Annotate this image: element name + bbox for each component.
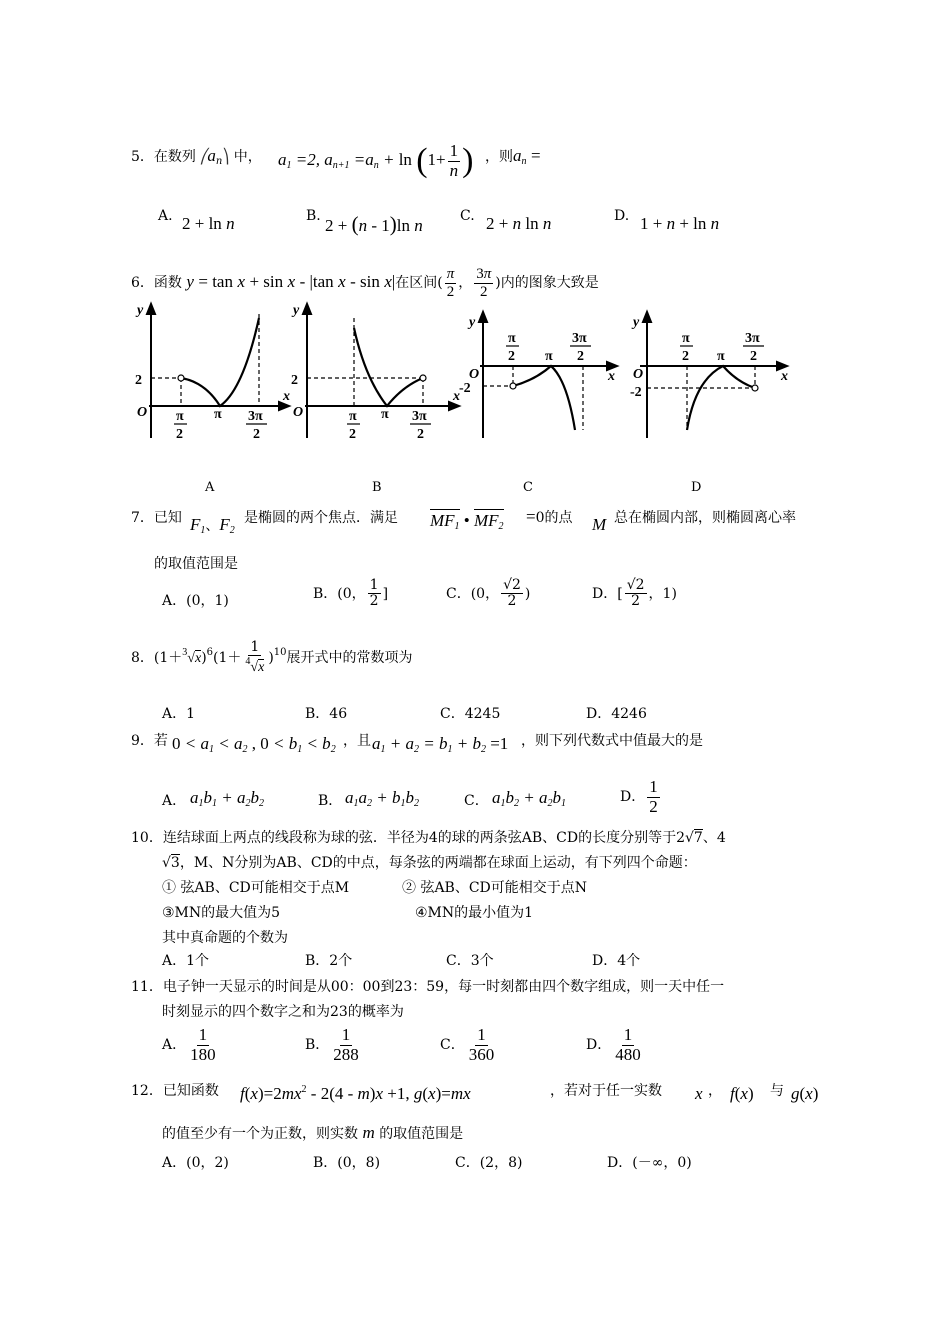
graph-d-origin: O — [633, 367, 644, 382]
graph-a-x-label: x — [283, 389, 290, 404]
q11-option-a-den: 180 — [190, 1044, 216, 1064]
graph-c-caption: C — [523, 480, 533, 495]
q12-fx: f(x) — [730, 1084, 754, 1103]
q11-option-c-den: 360 — [468, 1044, 495, 1064]
graph-b-caption: B — [372, 480, 382, 495]
q5-option-b — [306, 208, 321, 224]
q7-option-b-post: ] — [382, 585, 389, 602]
q7-number: 7． — [131, 510, 154, 526]
graph-d-caption: D — [691, 480, 702, 495]
q10-line1: 10．连结球面上两点的线段称为球的弦．半径为4的球的两条弦AB、CD的长度分别等于2√7、4 — [131, 830, 726, 846]
q7-point: M — [592, 515, 607, 534]
q9-option-b-label: B． — [318, 793, 343, 809]
q8-option-d-label: D． — [586, 706, 612, 722]
q9-option-c-label: C． — [464, 793, 489, 809]
graph-c — [479, 312, 617, 438]
q10-option-c-label: C． — [446, 953, 471, 969]
q10-option-a-text: 1个 — [186, 953, 210, 969]
q8-option-d-text: 4246 — [611, 706, 647, 722]
q12-stem-d: 与 — [770, 1083, 784, 1099]
q12-option-c-label: C． — [455, 1155, 480, 1171]
q10-option-a-label: A． — [162, 953, 187, 969]
q7-stem-b: 是椭圆的两个焦点．满足 — [244, 510, 398, 526]
q11-option-d — [586, 1026, 645, 1064]
q7-option-a-label: A． — [162, 593, 187, 609]
q5-option-b-label: B. — [306, 208, 321, 224]
q7-option-d-pre: [ — [617, 585, 623, 602]
q9-number: 9． — [131, 733, 154, 749]
q12-option-b — [313, 1152, 380, 1172]
q9-option-a-label: A． — [162, 793, 187, 809]
graph-a-pi-half-num: π — [176, 409, 184, 424]
q9-cond2: $a_1 + a_2 = b_1 + b_2 =1$ — [372, 734, 509, 755]
graph-d-pi-half-den: 2 — [682, 349, 689, 364]
graph-c-pi-half-num: π — [508, 331, 516, 346]
q5-stem-b: 中， — [233, 149, 262, 165]
q9-option-c-text: $a_1b_2 + a_2b_1$ — [492, 788, 566, 809]
graph-d-pi-half-num: π — [682, 331, 690, 346]
q12-option-b-text: (0，8) — [337, 1155, 381, 1171]
q12-option-d — [607, 1152, 692, 1172]
q9-stem — [131, 730, 168, 750]
graph-d-y-neg2: -2 — [630, 385, 642, 400]
q5-option-c — [460, 208, 475, 224]
q10-line2: √3，M、N分别为AB、CD的中点，每条弦的两端都在球面上运动，有下列四个命题： — [162, 855, 697, 871]
q12-var: x — [695, 1084, 703, 1103]
q11-line2: 时刻显示的四个数字之和为23的概率为 — [162, 1004, 404, 1020]
q12-option-a-label: A． — [162, 1155, 187, 1171]
q5-number: 5． — [131, 149, 154, 165]
q7-option-b-pre: (0， — [337, 585, 366, 602]
q5-option-b-text: 2 + (n - 1)ln n — [325, 212, 423, 236]
q10-prop4: ④MN的最小值为1 — [415, 905, 534, 921]
graph-c-pi: π — [545, 349, 553, 364]
q5-stem-a: 在数列 — [153, 149, 196, 165]
q5-option-d-text: 1 + n + ln n — [640, 214, 720, 233]
q10-prop1: ① 弦AB、CD可能相交于点M — [162, 880, 350, 896]
graph-a-y-two: 2 — [135, 373, 142, 388]
q11-option-b-label: B． — [305, 1037, 330, 1054]
q9-stem-c: ，则下列代数式中值最大的是 — [521, 733, 703, 749]
q7-option-b-den: 2 — [369, 593, 379, 610]
graph-a-three-pi-num: 3π — [248, 409, 263, 424]
q10-option-a — [162, 950, 209, 970]
q12-option-b-label: B． — [313, 1155, 338, 1171]
q11-number: 11． — [131, 979, 163, 995]
q7-option-b — [313, 578, 388, 610]
q10-number: 10． — [131, 830, 163, 846]
q9-option-d-den: 2 — [649, 796, 658, 816]
graph-c-three-pi-den: 2 — [577, 349, 584, 364]
q10-option-d-label: D． — [592, 953, 618, 969]
q7-option-c-post: ) — [524, 585, 531, 602]
q10-option-b-label: B． — [305, 953, 330, 969]
q5-stem-c: ，则 — [485, 149, 513, 165]
q7-line2: 的取值范围是 — [154, 556, 238, 572]
q8-option-b-label: B． — [305, 706, 330, 722]
q11-option-b-num: 1 — [341, 1025, 351, 1044]
q7-option-a — [162, 590, 229, 610]
q9-option-b-text: $a_1a_2 + b_1b_2$ — [345, 788, 419, 809]
q12-funcs: $f(x)=2mx^2 - 2(4 - m)x +1$, g(x)=mx — [240, 1084, 471, 1103]
q11-option-c — [440, 1026, 498, 1064]
q6-number: 6． — [131, 275, 154, 291]
q11-option-d-den: 480 — [615, 1044, 641, 1064]
q7-option-c-den: 2 — [507, 593, 517, 610]
q12-m: m — [362, 1123, 375, 1142]
q7-stem-c: =0的点 — [526, 507, 573, 526]
q10-prop3: ③MN的最大值为5 — [162, 905, 281, 921]
q8-number: 8． — [131, 649, 154, 666]
q8-option-a-text: 1 — [186, 706, 196, 722]
q5-seq: a — [207, 146, 216, 165]
graph-d-three-pi-num: 3π — [745, 331, 760, 346]
q12-gx: g(x) — [791, 1084, 819, 1103]
q8-option-a-label: A． — [162, 706, 187, 722]
q7-option-c — [446, 578, 530, 610]
q7-option-c-label: C． — [446, 585, 471, 602]
q5-option-a-text: 2 + ln n — [182, 214, 235, 233]
q12-stem-a-text: 已知函数 — [162, 1083, 219, 1099]
q6-graphs — [125, 298, 805, 448]
graph-c-y-neg2: -2 — [459, 381, 471, 396]
graph-c-x-label: x — [608, 369, 615, 384]
q9-stem-a: 若 — [153, 733, 168, 749]
q8-stem: 8．$(1+^3√x)^6(1+$ $\frac{1}{^4√x}$ )$^{10}$展开式中的常数项为 — [131, 639, 413, 676]
q9-option-a-text: $a_1b_1 + a_2b_2$ — [190, 788, 264, 809]
q5-option-c-text: 2 + n ln n — [486, 214, 552, 233]
graph-d-three-pi-den: 2 — [750, 349, 757, 364]
q11-line1-text: 电子钟一天显示的时间是从00：00到23：59，每一时刻都由四个数字组成，则一天中任一 — [162, 979, 725, 995]
q12-option-d-label: D． — [607, 1155, 633, 1171]
q7-option-c-pre: (0， — [470, 585, 500, 602]
graph-a-origin: O — [137, 405, 148, 420]
graph-c-y-label: y — [469, 315, 476, 330]
q10-option-b-text: 2个 — [329, 953, 353, 969]
q9-stem-b: ，且 — [343, 733, 371, 749]
q11-line1 — [131, 976, 724, 996]
q11-option-a-label: A． — [162, 1037, 187, 1054]
q7-stem — [131, 507, 182, 527]
q9-cond1: $0 < a_1 < a_2$ , $0 < b_1 < b_2$ — [172, 734, 336, 755]
q12-option-c — [455, 1152, 522, 1172]
q12-stem-c: ， — [708, 1083, 722, 1099]
q11-option-b — [305, 1026, 363, 1064]
q5-option-d — [614, 208, 629, 224]
q5-stem: 5．在数列 $⎛a_n⎞$ 中， — [131, 146, 262, 167]
q5-option-a — [158, 208, 173, 224]
q11-option-c-num: 1 — [477, 1025, 486, 1044]
q7-stem-a: 已知 — [153, 510, 182, 526]
graph-c-origin: O — [469, 367, 480, 382]
q12-line2-a: 的值至少有一个为正数，则实数 — [162, 1126, 358, 1142]
graph-c-pi-half-den: 2 — [508, 349, 515, 364]
q10-option-b — [305, 950, 352, 970]
q7-vectors: $MF_1$ • $MF_2$ — [430, 511, 504, 532]
q7-foci: $F_1$、$F_2$ — [190, 515, 235, 536]
q12-option-d-text: (－∞，0) — [632, 1155, 692, 1171]
graph-d — [640, 312, 787, 438]
q7-option-b-label: B． — [313, 585, 338, 602]
graph-b-three-pi-den: 2 — [417, 427, 424, 442]
q12-line2-b: 的取值范围是 — [379, 1126, 464, 1142]
q8-option-c-label: C． — [440, 706, 465, 722]
q6-stem: 6．函数 y = tan x + sin x - |tan x - sin x|在区间( $\frac{\pi}{2}$ ， $\frac{3\pi}{2}$ )内的图象大致是 — [131, 266, 599, 300]
graph-b-y-two: 2 — [291, 373, 298, 388]
q5-option-a-label: A. — [158, 208, 173, 224]
q6-stem-b: 在区间( — [395, 275, 443, 291]
q8-option-d — [586, 703, 647, 723]
q12-option-a — [162, 1152, 229, 1172]
graph-b-origin: O — [293, 405, 304, 420]
graph-a-caption: A — [205, 480, 215, 495]
q7-option-a-text: (0，1) — [186, 593, 229, 609]
q7-option-d-post: ，1) — [648, 585, 677, 602]
q7-option-d-num: √2 — [626, 577, 645, 593]
q10-option-c-text: 3个 — [470, 953, 494, 969]
q12-option-a-text: (0，2) — [186, 1155, 229, 1171]
graph-c-three-pi-num: 3π — [572, 331, 587, 346]
q12-stem-a — [131, 1080, 219, 1100]
graph-b-three-pi-num: 3π — [412, 409, 427, 424]
q7-option-c-num: √2 — [503, 577, 521, 593]
q12-number: 12． — [131, 1083, 163, 1099]
q8-option-b-text: 46 — [329, 706, 348, 722]
q7-option-d-den: 2 — [631, 593, 641, 610]
q5-option-d-label: D. — [614, 208, 630, 224]
q9-option-d-label: D． — [620, 789, 646, 806]
q9-option-d — [620, 778, 662, 816]
q9-option-d-num: 1 — [649, 777, 658, 796]
q7-stem-d: 总在椭圆内部，则椭圆离心率 — [614, 510, 796, 526]
graph-a-y-label: y — [137, 303, 144, 318]
q7-option-d — [592, 578, 677, 610]
q7-option-b-num: 1 — [369, 577, 379, 593]
q11-option-a-num: 1 — [198, 1025, 208, 1044]
graph-a-pi-half-den: 2 — [176, 427, 183, 442]
q6-stem-a: 函数 — [153, 275, 182, 291]
graph-a-three-pi-den: 2 — [253, 427, 260, 442]
graph-d-x-label: x — [781, 369, 788, 384]
q11-option-a — [162, 1026, 220, 1064]
q11-option-d-label: D． — [586, 1037, 612, 1054]
q11-option-c-label: C． — [440, 1037, 465, 1054]
graph-d-pi: π — [717, 349, 725, 364]
q12-line2 — [162, 1123, 463, 1143]
graph-a-pi: π — [214, 407, 222, 422]
graph-b-pi-half-num: π — [349, 409, 357, 424]
q12-stem-b: ，若对于任一实数 — [550, 1083, 662, 1099]
q6-stem-c: )内的图象大致是 — [495, 275, 599, 291]
q12-option-c-text: (2，8) — [479, 1155, 523, 1171]
q8-option-c-text: 4245 — [464, 706, 501, 722]
q11-option-b-den: 288 — [333, 1044, 359, 1064]
q8-option-c — [440, 703, 500, 723]
q10-prop2: ② 弦AB、CD可能相交于点N — [402, 880, 588, 896]
q10-option-d-text: 4个 — [617, 953, 641, 969]
q11-option-d-num: 1 — [623, 1025, 633, 1044]
q5-option-c-label: C. — [460, 208, 475, 224]
graph-d-y-label: y — [633, 315, 640, 330]
graph-b-x-label: x — [453, 389, 460, 404]
q7-option-d-label: D． — [592, 585, 618, 602]
q10-option-c — [446, 950, 494, 970]
q10-ask: 其中真命题的个数为 — [162, 930, 288, 946]
graph-b-pi-half-den: 2 — [349, 427, 356, 442]
q8-option-a — [162, 703, 195, 723]
graph-b-y-label: y — [293, 303, 300, 318]
q5-ask: ，则$a_n$ = — [485, 146, 541, 167]
q10-option-d — [592, 950, 640, 970]
q5-condition: $a_1 =2$, $a_{n+1} =a_n + \ln (1+$ $\frac{1}{n}$ ) — [278, 141, 474, 180]
q8-option-b — [305, 703, 347, 723]
graph-b-pi: π — [381, 407, 389, 422]
